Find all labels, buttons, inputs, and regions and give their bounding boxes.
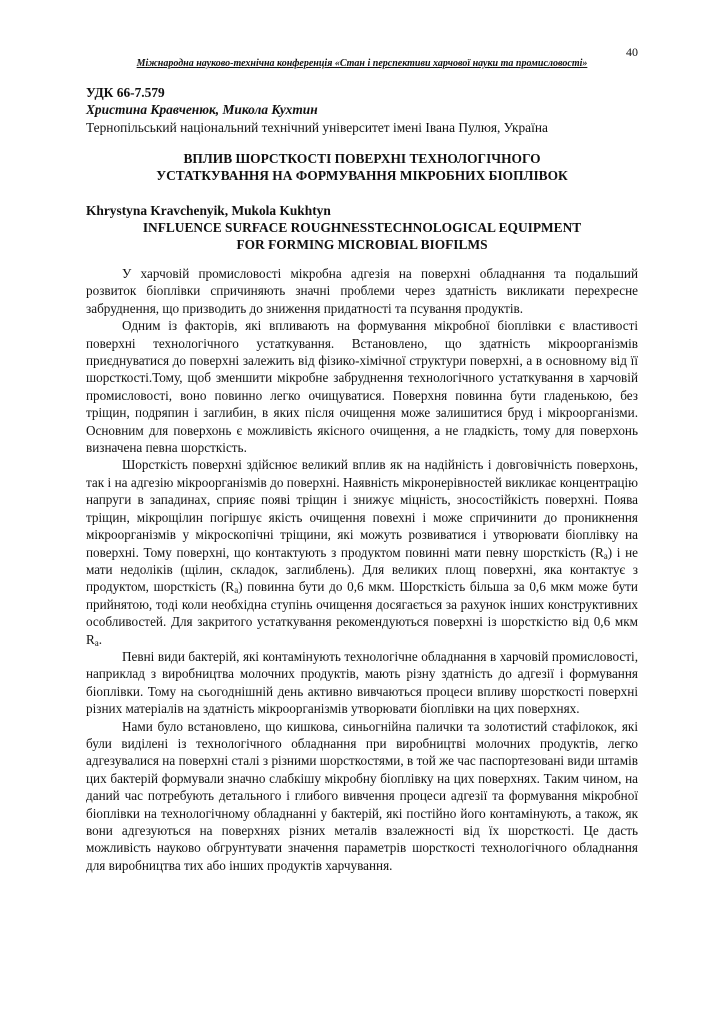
title-en	[86, 219, 638, 253]
authors-en: Khrystyna Kravchenyik, Mukola Kukhtyn	[86, 203, 331, 218]
subscript-a: a	[94, 637, 99, 648]
paragraph-5: Нами було встановлено, що кишкова, синьогнійна палички та золотистий стафілокок, які були виділені із технологічного обладнання при виробництві молочних продуктів, легко адгезувалися на поверхні сталі з різними шорсткостями, в той же час паспортезовані види штамів цих бактерій формували значно слабкішу мікробну біоплівку на цих поверхнях. Таким чином, на даний час потребують детального і глибого вивчення процеси адгезії та формування мікробної біоплівки на технологічному обладнанні у бактерій, які постійно його контамінують, а також, як вони адгезуються на поверхнях різних металів взалежності від їх шорсткості. Це дасть можливість науково обгрунтувати значення параметрів шорсткості технологічного обладнання для виробництва тих або інших продуктів харчування.	[86, 718, 638, 873]
affiliation: Тернопільський національний технічний університет імені Івана Пулюя, Україна	[86, 120, 548, 135]
paragraph-3-part-c: ) повинна бути до 0,6 мкм. Шорсткість більша за 0,6 мкм може бути прийнятою, тоді коли необхідна ступінь очищення досягається за рахунок інших конструктивних особливостей. Для закритого устаткування рекомендуються поверхні із шорсткістю від 0,6 мкм R	[86, 579, 638, 647]
paragraph-3-part-b: ) і не мати недоліків (щілин, складок, заглиблень). Для великих площ поверхні, яка контактує з продуктом, шорсткість (R	[86, 544, 639, 595]
authors-uk: Христина Кравченюк, Микола Кухтин	[86, 102, 318, 117]
subscript-a: a	[603, 550, 608, 561]
subscript-a: a	[234, 585, 239, 596]
paragraph-3	[86, 456, 638, 647]
title-uk	[86, 150, 638, 184]
paragraph-1: У харчовій промисловості мікробна адгезія на поверхні обладнання та подальший розвиток біоплівки спричиняють значні проблеми через здатність викликати перехресне забруднення, що призводить до зниження придатності та псування продуктів.	[86, 266, 638, 316]
paragraph-3-part-a: Шорсткість поверхні здійснює великий вплив як на надійність і довговічність поверхонь, так і на адгезію мікроорганізмів до поверхні. Наявність мікронерівностей викликає концентрацію напруги в западинах, сприяє появі тріщин і знижує міцність, зносостійкість поверхні. Поява тріщин, мікрощілин погіршує якість очищення повехні і може спричинити до проникнення мікроорганізмів у мікроскопічні тріщини, які можуть розвиватися і утворювати біоплівку на поверхні. Тому поверхні, що контактують з продуктом повинні мати певну шорсткість (R	[86, 457, 638, 560]
article-body	[86, 265, 638, 874]
paragraph-4: Певні види бактерій, які контамінують технологічне обладнання в харчовій промисловості, наприклад з виробництва молочних продуктів, мають різну здатність до адгезії і формування біоплівки. Тому на сьогоднішній день активно вивчаються процеси впливу шорсткості поверхні різних матеріалів на здатність мікроорганізмів утворювати біоплівки на цих поверхнях.	[86, 648, 638, 717]
running-header: Міжнародна науково-технічна конференція «Стан і перспективи харчової науки та промисловості»	[136, 58, 588, 69]
paragraph-2: Одним із факторів, які впливають на формування мікробної біоплівки є властивості поверхні технологічного устаткування. Встановлено, що здатність мікроорганізмів приєднуватися до поверхні залежить від фізико-хімічної структури поверхні, а в основному від її шорсткості.Тому, щоб зменшити мікробне забруднення технологічного устаткування в харчовій промисловості, воно повинно легко очищуватися. Поверхня повинна бути гладенькою, без тріщин, подряпин і заглибин, в яких після очищення може залишитися бруд і мікроорганізми. Основним для поверхонь є можливість якісного очищення, а не гладкість, тому для поверхонь визначена певна шорсткість.	[86, 318, 638, 456]
page-number: 40	[626, 45, 638, 59]
article-front-matter	[86, 84, 638, 874]
title-en-line-2: FOR FORMING MICROBIAL BIOFILMS	[236, 237, 488, 252]
paragraph-3-part-d: .	[98, 631, 103, 647]
title-uk-line-2: УСТАТКУВАННЯ НА ФОРМУВАННЯ МІКРОБНИХ БІОПЛІВОК	[156, 168, 568, 183]
title-uk-line-1: ВПЛИВ ШОРСТКОСТІ ПОВЕРХНІ ТЕХНОЛОГІЧНОГО	[183, 151, 541, 166]
title-en-line-1: INFLUENCE SURFACE ROUGHNESSTECHNOLOGICAL EQUIPMENT	[142, 220, 582, 235]
udc-code: УДК 66-7.579	[86, 85, 165, 100]
